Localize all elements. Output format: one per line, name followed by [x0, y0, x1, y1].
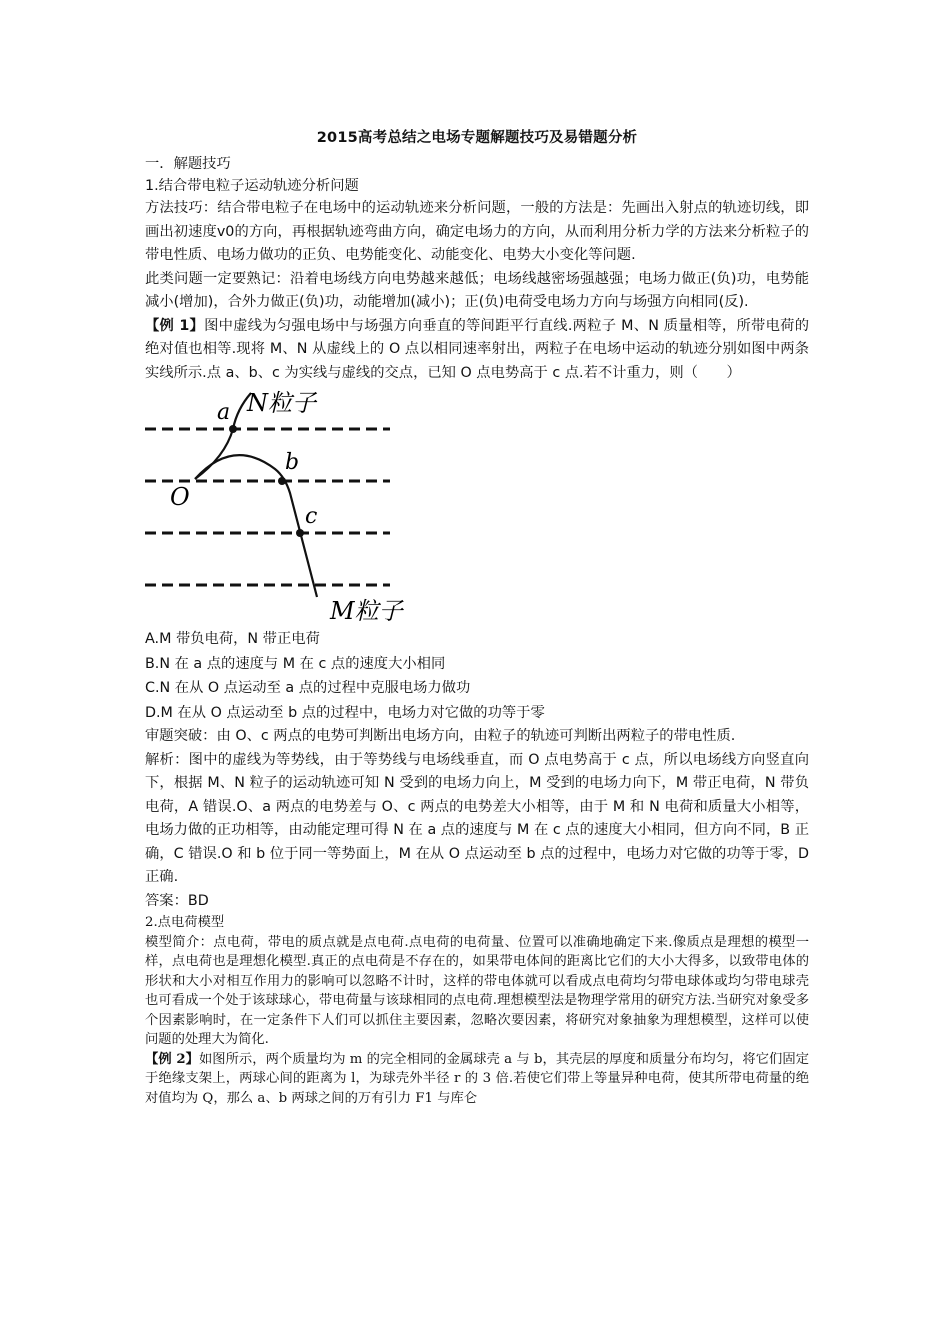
subsection-2-heading: 2.点电荷模型	[145, 915, 225, 930]
label-b: b	[285, 450, 300, 475]
option-a: A.M 带负电荷，N 带正电荷	[145, 631, 320, 647]
document-title: 2015高考总结之电场专题解题技巧及易错题分析	[316, 130, 638, 146]
label-m-particle: M粒子	[330, 597, 403, 623]
example-2-tag: 【例 2】	[145, 1051, 199, 1067]
option-c: C.N 在从 O 点运动至 a 点的过程中克服电场力做功	[145, 680, 471, 696]
subsection-heading: 1.结合带电粒子运动轨迹分析问题	[145, 178, 359, 194]
answer-line: 答案：BD	[145, 892, 209, 909]
label-o: O	[170, 483, 190, 511]
document-page	[145, 120, 809, 1108]
label-a: a	[217, 400, 231, 425]
remember-paragraph: 此类问题一定要熟记：沿着电场线方向电势越来越低；电场线越密场强越强；电场力做正(负)功，电势能减小(增加)，合外力做正(负)功，动能增加(减小)；正(负)电荷受电场力方向与场强方向相同(反).	[145, 270, 809, 310]
point-c	[296, 529, 304, 537]
trajectory-diagram	[145, 387, 435, 623]
method-paragraph: 方法技巧：结合带电粒子在电场中的运动轨迹来分析问题，一般的方法是：先画出入射点的轨迹切线，即画出初速度v0的方向，再根据轨迹弯曲方向，确定电场力的方向，从而利用分析力学的方法来分析粒子的带电性质、电场力做功的正负、电势能变化、动能变化、电势大小变化等问题.	[145, 200, 809, 263]
m-trajectory	[195, 455, 317, 597]
model-intro-paragraph: 模型简介：点电荷，带电的质点就是点电荷.点电荷的电荷量、位置可以准确地确定下来.像质点是理想的模型一样，点电荷也是理想化模型.真正的点电荷是不存在的，如果带电体间的距离比它们的大小大得多，以致带电体的形状和大小对相互作用力的影响可以忽略不计时，这样的带电体就可以看成点电荷均匀带电球体或均匀带电球壳也可看成一个处于该球球心，带电荷量与该球相同的点电荷.理想模型法是物理学常用的研究方法.当研究对象受多个因素影响时，在一定条件下人们可以抓住主要因素，忽略次要因素，将研究对象抽象为理想模型，这样可以使问题的处理大为简化.	[145, 934, 809, 1047]
label-c: c	[305, 504, 318, 529]
example-1-question	[145, 315, 809, 386]
example-2-question	[145, 1050, 809, 1109]
example-1-tag: 【例 1】	[145, 317, 205, 334]
option-b: B.N 在 a 点的速度与 M 在 c 点的速度大小相同	[145, 655, 446, 672]
example-2-text: 如图所示，两个质量均为 m 的完全相同的金属球壳 a 与 b，其壳层的厚度和质量分布均匀，将它们固定于绝缘支架上，两球心间的距离为 l，为球壳外半径 r 的 3 倍.若使它们带上等量异种电荷，使其所带电荷量的绝对值均为 Q，那么 a、b 两球之间的万有引力 F1 与库仑	[145, 1051, 809, 1106]
point-b	[278, 477, 286, 485]
trajectory-figure	[145, 387, 435, 623]
analysis-paragraph: 解析：图中的虚线为等势线，由于等势线与电场线垂直，而 O 点电势高于 c 点，所以电场线方向竖直向下，根据 M、N 粒子的运动轨迹可知 N 受到的电场力向上，M 受到的电场力向下，M 带正电荷，N 带负电荷，A 错误.O、a 两点的电势差与 O、c 两点的电势差大小相等，由于 M 和 N 电荷和质量大小相等，电场力做的正功相等，由动能定理可得 N 在 a 点的速度与 M 在 c 点的速度大小相同，但方向不同，B 正确，C 错误.O 和 b 位于同一等势面上，M 在从 O 点运动至 b 点的过程中，电场力对它做的功等于零，D 正确.	[145, 751, 809, 885]
point-a	[229, 425, 237, 433]
example-1-text: 图中虚线为匀强电场中与场强方向垂直的等间距平行直线.两粒子 M、N 质量相等，所带电荷的绝对值也相等.现将 M、N 从虚线上的 O 点以相同速率射出，两粒子在电场中运动的轨迹分别如图中两条实线所示.点 a、b、c 为实线与虚线的交点，已知 O 点电势高于 c 点.若不计重力，则（ ）	[145, 317, 809, 381]
breakthrough-paragraph: 审题突破：由 O、c 两点的电势可判断出电场方向，由粒子的轨迹可判断出两粒子的带电性质.	[145, 728, 736, 744]
label-n-particle: N粒子	[247, 389, 316, 417]
section-heading: 一．解题技巧	[145, 156, 231, 172]
option-d: D.M 在从 O 点运动至 b 点的过程中，电场力对它做的功等于零	[145, 704, 545, 721]
